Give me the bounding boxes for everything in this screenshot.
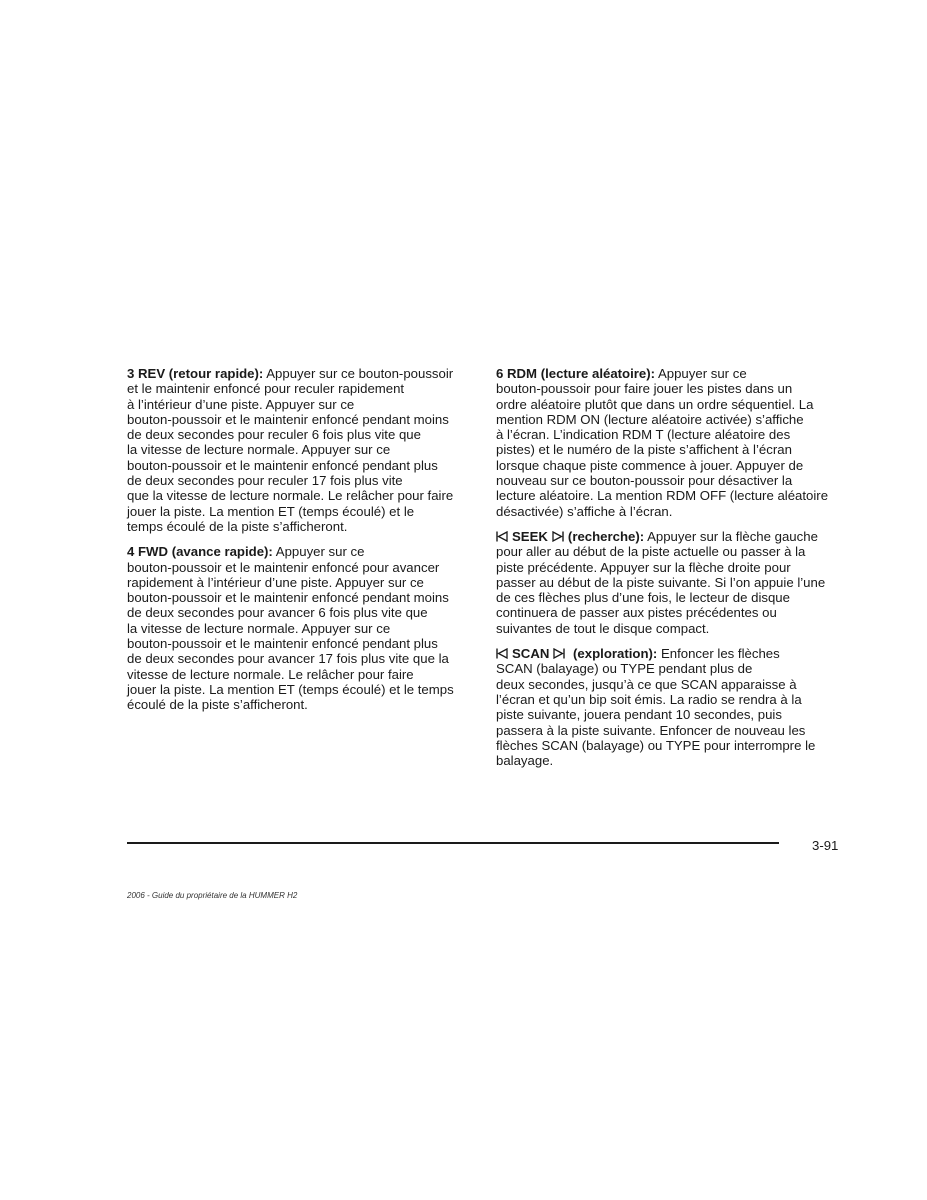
seek-paragraph xyxy=(496,529,844,636)
scan-body: Enfoncer les flèches SCAN (balayage) ou TYPE pendant plus de deux secondes, jusqu’à ce que SCAN apparaisse à l’écran et qu’un bip soit émis. La radio se rendra à la piste suivante, jouera pendant 10 secondes, puis passera à la piste suivante. Enfoncer de nouveau les flèches SCAN (balayage) ou TYPE pour interrompre le balayage. xyxy=(496,646,816,769)
rdm-paragraph xyxy=(496,366,844,519)
left-column xyxy=(127,366,475,723)
scan-heading-word: SCAN xyxy=(512,646,550,662)
rdm-heading: 6 RDM (lecture aléatoire): xyxy=(496,366,656,381)
seek-body: Appuyer sur la flèche gauche pour aller au début de la piste actuelle ou passer à la piste précédente. Appuyer sur la flèche droite pour passer au début de la piste suivante. Si l’on appuie l’une de ces flèches plus d’une fois, le lecteur de disque continuera de passer aux pistes précédentes ou suivantes de tout le disque compact. xyxy=(496,528,826,636)
fwd-body: Appuyer sur ce bouton-poussoir et le maintenir enfoncé pour avancer rapidement à l’intérieur d’une piste. Appuyer sur ce bouton-poussoir et le maintenir enfoncé pendant moins de deux secondes pour avancer 6 fois plus vite que la vitesse de lecture normale. Appuyer sur ce bouton-poussoir et le maintenir enfoncé pendant plus de deux secondes pour avancer 17 fois plus vite que la vitesse de lecture normale. Le relâcher pour faire jouer la piste. La mention ET (temps écoulé) et le temps écoulé de la piste s’afficheront. xyxy=(127,544,454,713)
fwd-paragraph xyxy=(127,544,475,712)
skip-forward-triangle-icon xyxy=(552,531,564,542)
rdm-body: Appuyer sur ce bouton-poussoir pour faire jouer les pistes dans un ordre aléatoire plutôt que dans un ordre séquentiel. La mention RDM ON (lecture aléatoire activée) s’affiche à l’écran. L’indication RDM T (lecture aléatoire des pistes) et le numéro de la piste s’affichent à l’écran lorsque chaque piste commence à jouer. Appuyer de nouveau sur ce bouton-poussoir pour désactiver la lecture aléatoire. La mention RDM OFF (lecture aléatoire désactivée) s’affiche à l’écran. xyxy=(496,366,829,519)
page-number: 3-91 xyxy=(812,838,839,853)
scan-paragraph xyxy=(496,646,844,768)
skip-forward-triangle-icon xyxy=(553,648,565,659)
scan-heading-suffix: (exploration): xyxy=(569,646,658,662)
fwd-heading: 4 FWD (avance rapide): xyxy=(127,544,273,560)
skip-back-triangle-icon xyxy=(496,648,508,659)
footer-text: 2006 - Guide du propriétaire de la HUMMER H2 xyxy=(127,891,298,900)
rev-heading: 3 REV (retour rapide): xyxy=(127,366,264,381)
rev-paragraph xyxy=(127,366,475,534)
footer-rule xyxy=(127,842,779,844)
right-column xyxy=(496,366,844,778)
rev-body: Appuyer sur ce bouton-poussoir et le maintenir enfoncé pour reculer rapidement à l’intérieur d’une piste. Appuyer sur ce bouton-poussoir et le maintenir enfoncé pendant moins de deux secondes pour reculer 6 fois plus vite que la vitesse de lecture normale. Appuyer sur ce bouton-poussoir et le maintenir enfoncé pendant plus de deux secondes pour reculer 17 fois plus vite que la vitesse de lecture normale. Le relâcher pour faire jouer la piste. La mention ET (temps écoulé) et le temps écoulé de la piste s’afficheront. xyxy=(127,366,454,534)
seek-heading-suffix: (recherche): xyxy=(567,528,645,544)
skip-back-triangle-icon xyxy=(496,531,508,542)
seek-heading-word: SEEK xyxy=(512,528,548,544)
